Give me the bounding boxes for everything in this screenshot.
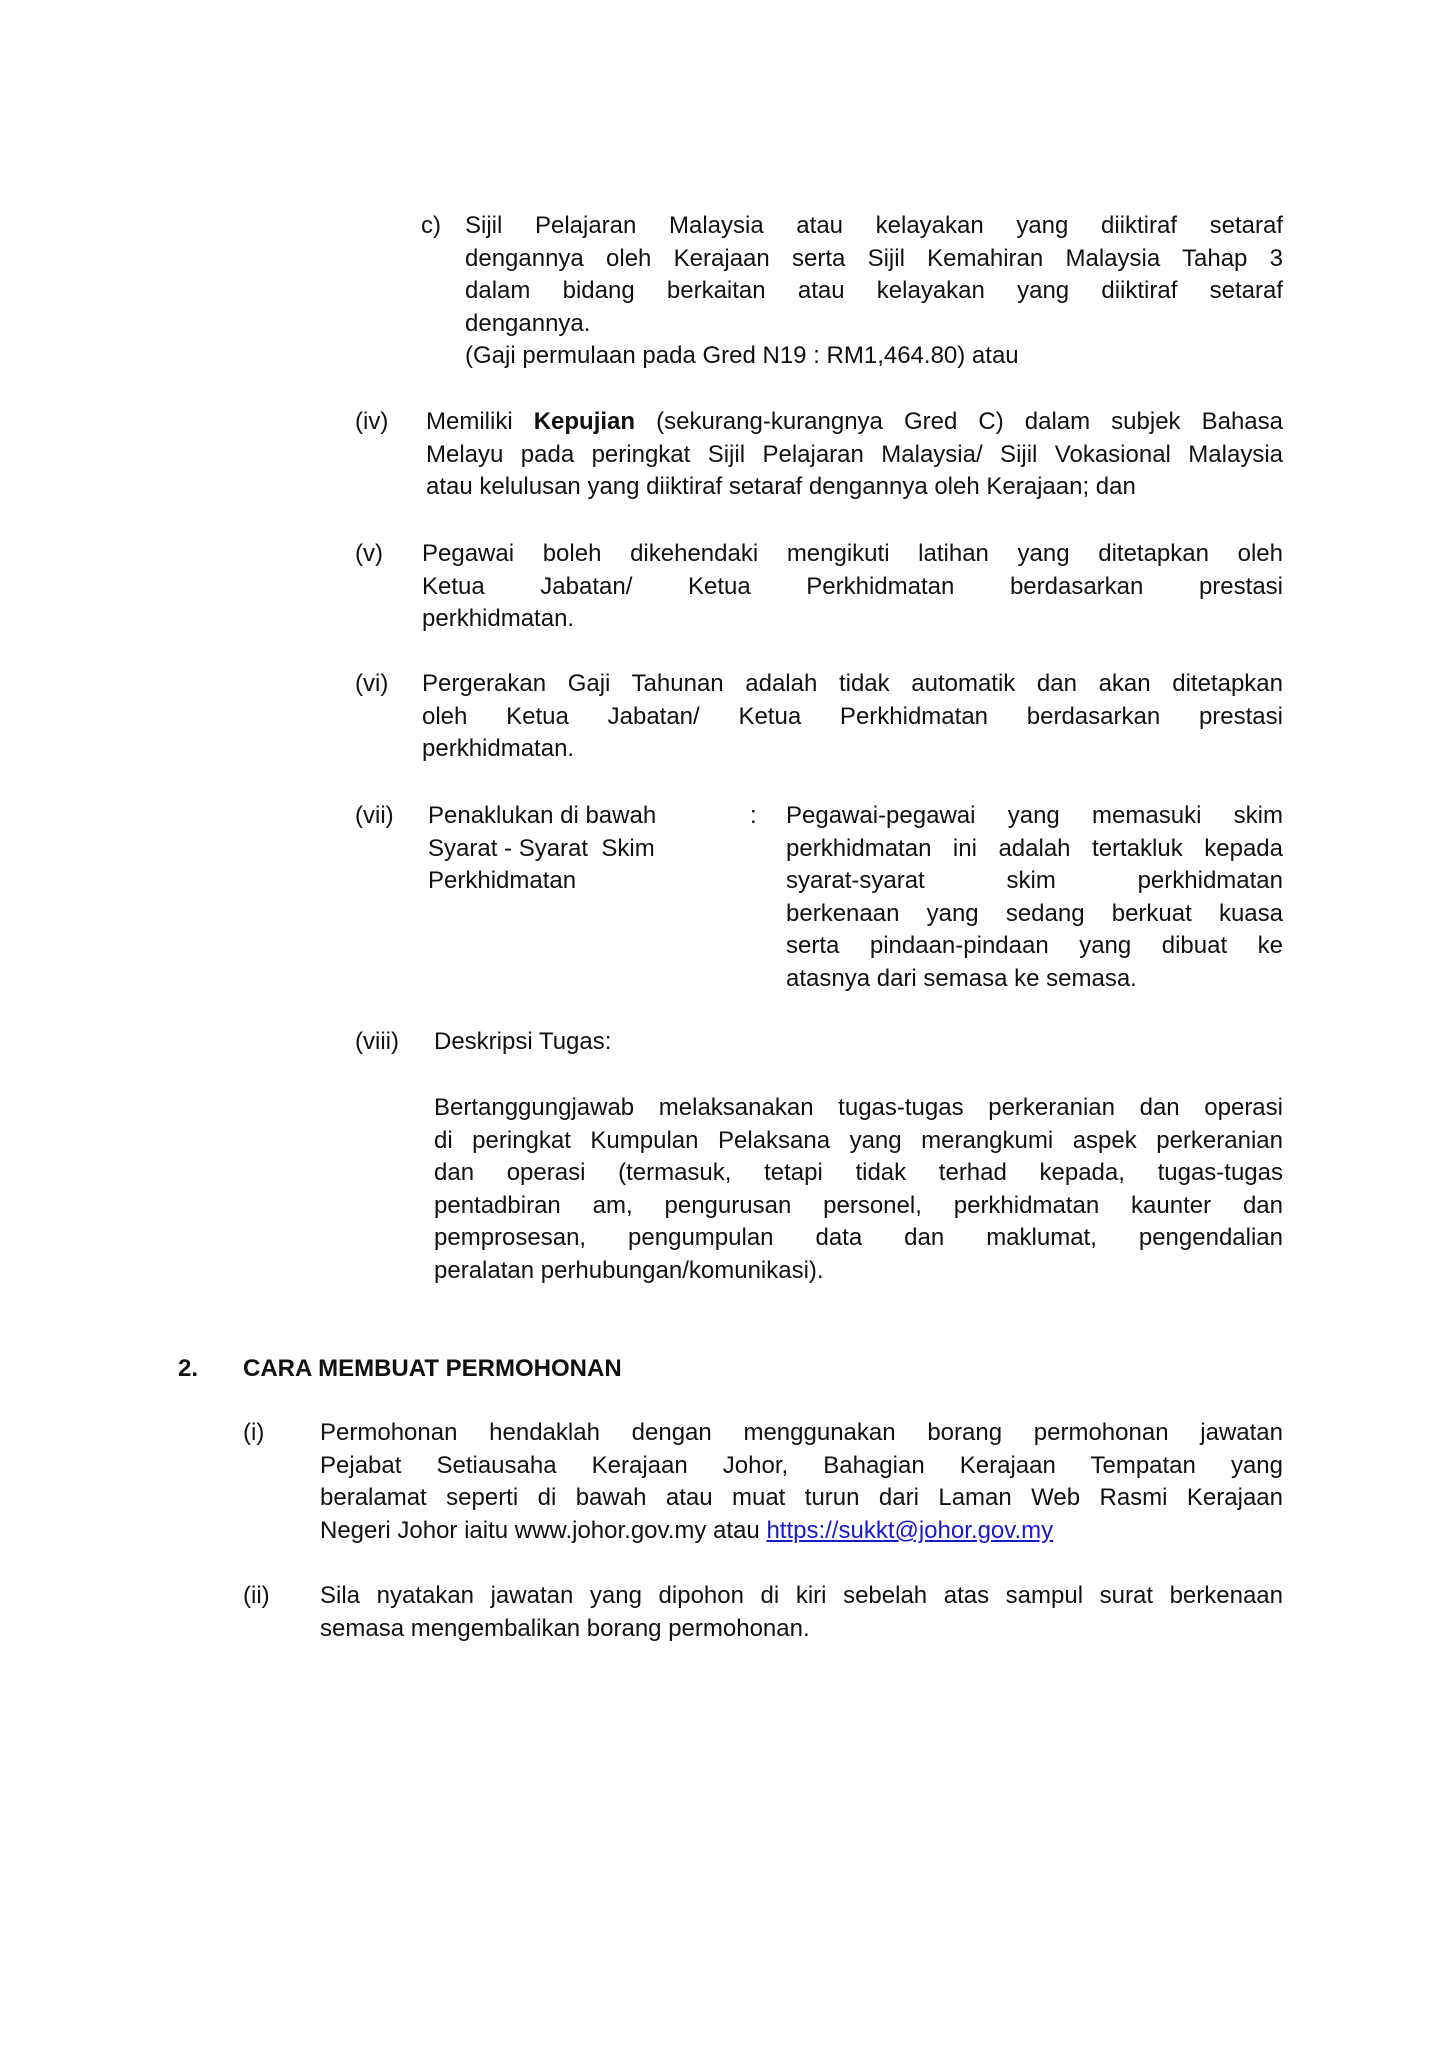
text-line: Pegawai-pegawai yang memasuki skim [786,802,1283,829]
text-line: Pegawai boleh dikehendaki mengikuti latihan yang ditetapkan oleh [422,540,1283,567]
item-v-text [422,538,1283,636]
text-line: peralatan perhubungan/komunikasi). [434,1256,824,1284]
item-vii-term [428,800,728,898]
text-segment: Negeri Johor iaitu www.johor.gov.my atau [320,1516,767,1544]
item-vii-text [786,800,1283,996]
item-iv-label: (iv) [355,408,389,435]
text-line: atau kelulusan yang diiktiraf setaraf dengannya oleh Kerajaan; dan [426,473,1136,501]
item-c-label: c) [421,212,441,239]
item-vii-label: (vii) [355,802,394,829]
text-line: perkhidmatan ini adalah tertakluk kepada [786,834,1283,862]
text-line [320,1515,1283,1548]
item-v-label: (v) [355,540,383,567]
text-line: perkhidmatan. [422,605,575,633]
text-line: dengannya. [465,309,591,337]
text-line: semasa mengembalikan borang permohonan. [320,1614,810,1642]
text-line: perkhidmatan. [422,735,575,763]
section-title: CARA MEMBUAT PERMOHONAN [243,1355,622,1382]
item-vi-text [422,668,1283,766]
term-line: Perkhidmatan [428,867,577,895]
item-viii-text [434,1092,1283,1288]
text-line: Bertanggungjawab melaksanakan tugas-tugas perkeranian dan operasi [434,1094,1283,1121]
text-line: Pejabat Setiausaha Kerajaan Johor, Bahagian Kerajaan Tempatan yang [320,1451,1283,1479]
text-segment: Memiliki [426,408,534,435]
item-ii-label: (ii) [243,1582,270,1609]
text-line: pemprosesan, pengumpulan data dan maklumat, pengendalian [434,1224,1283,1252]
text-segment: (sekurang-kurangnya Gred C) dalam subjek Bahasa [635,408,1283,435]
item-viii-label: (viii) [355,1028,399,1055]
text-line: pentadbiran am, pengurusan personel, perkhidmatan kaunter dan [434,1191,1283,1219]
text-line: Sijil Pelajaran Malaysia atau kelayakan yang diiktiraf setaraf [465,212,1283,239]
text-line: di peringkat Kumpulan Pelaksana yang merangkumi aspek perkeranian [434,1126,1283,1154]
text-line: Permohonan hendaklah dengan menggunakan borang permohonan jawatan [320,1419,1283,1446]
text-line: atasnya dari semasa ke semasa. [786,964,1137,992]
text-line: oleh Ketua Jabatan/ Ketua Perkhidmatan berdasarkan prestasi [422,702,1283,730]
section-number: 2. [178,1355,199,1382]
text-line: dengannya oleh Kerajaan serta Sijil Kemahiran Malaysia Tahap 3 [465,244,1283,272]
text-line: Ketua Jabatan/ Ketua Perkhidmatan berdasarkan prestasi [422,572,1283,600]
term-line: Syarat - Syarat Skim [428,834,655,862]
item-c-text [465,210,1283,373]
text-line: syarat-syarat skim perkhidmatan [786,867,1283,895]
text-line: berkenaan yang sedang berkuat kuasa [786,899,1283,927]
text-line: Melayu pada peringkat Sijil Pelajaran Malaysia/ Sijil Vokasional Malaysia [426,440,1283,468]
item-ii-text [320,1580,1283,1645]
item-iv-text [426,406,1283,504]
item-vii-colon: : [750,802,757,829]
item-i-label: (i) [243,1419,265,1446]
text-line: serta pindaan-pindaan yang dibuat ke [786,932,1283,960]
text-line: Pergerakan Gaji Tahunan adalah tidak automatik dan akan ditetapkan [422,670,1283,697]
term-line: Penaklukan di bawah [428,802,657,829]
text-line: dalam bidang berkaitan atau kelayakan yang diiktiraf setaraf [465,277,1283,305]
text-line: beralamat seperti di bawah atau muat turun dari Laman Web Rasmi Kerajaan [320,1484,1283,1512]
text-line: dan operasi (termasuk, tetapi tidak terhad kepada, tugas-tugas [434,1159,1283,1187]
text-line [426,406,1283,439]
sukkt-link[interactable]: https://sukkt@johor.gov.my [766,1516,1054,1544]
bold-term: Kepujian [533,408,636,435]
salary-note: (Gaji permulaan pada Gred N19 : RM1,464.80) atau [465,342,1019,370]
item-viii-title: Deskripsi Tugas: [434,1028,612,1055]
item-vi-label: (vi) [355,670,389,697]
text-line: Sila nyatakan jawatan yang dipohon di kiri sebelah atas sampul surat berkenaan [320,1582,1283,1609]
item-i-text [320,1417,1283,1547]
